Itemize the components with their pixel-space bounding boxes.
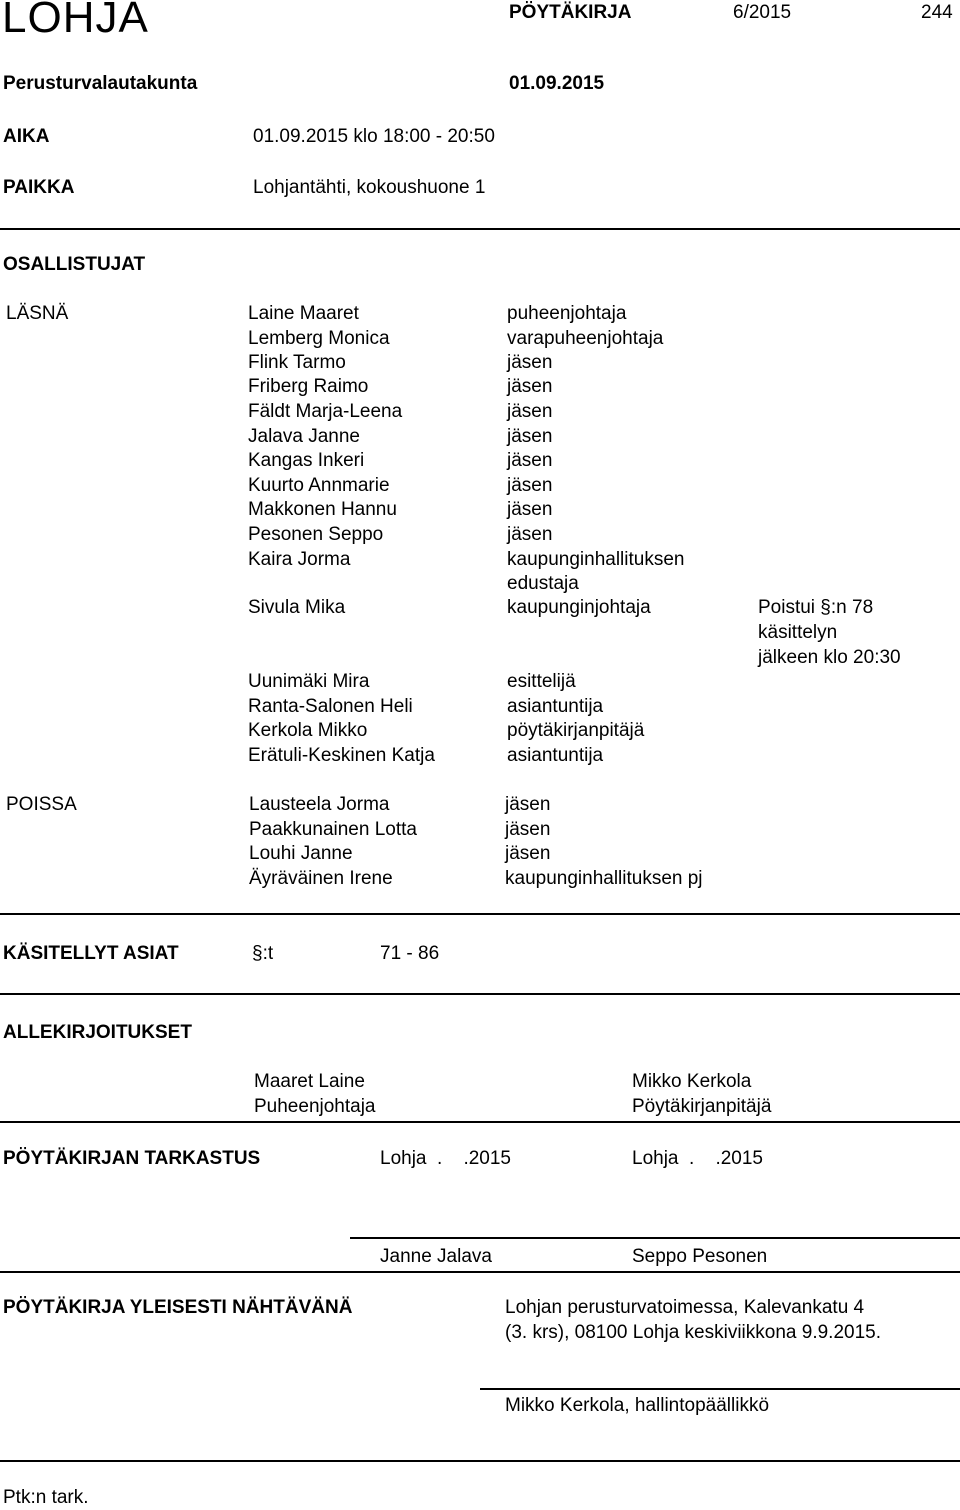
present-role: jäsen: [507, 376, 553, 397]
present-role: asiantuntija: [507, 696, 604, 717]
present-name: Kangas Inkeri: [248, 450, 365, 471]
present-role: jäsen: [507, 524, 553, 545]
public-line-2: (3. krs), 08100 Lohja keskiviikkona 9.9.2015.: [505, 1322, 881, 1343]
review-right-reviewer: Seppo Pesonen: [632, 1246, 768, 1267]
absent-name: Louhi Janne: [249, 843, 353, 864]
divider-6: [0, 1271, 960, 1273]
items-range: 71 - 86: [380, 943, 440, 964]
present-name: Sivula Mika: [248, 597, 346, 618]
signer-right-name: Mikko Kerkola: [632, 1071, 752, 1092]
present-name: Jalava Janne: [248, 426, 360, 447]
present-role: jäsen: [507, 401, 553, 422]
absent-role: kaupunginhallituksen pj: [505, 868, 703, 889]
present-role: jäsen: [507, 499, 553, 520]
aika-value: 01.09.2015 klo 18:00 - 20:50: [253, 126, 495, 147]
doc-type: PÖYTÄKIRJA: [509, 2, 632, 23]
participants-heading: OSALLISTUJAT: [3, 254, 146, 275]
items-label: KÄSITELLYT ASIAT: [3, 943, 179, 964]
present-note-cont: jälkeen klo 20:30: [758, 647, 901, 668]
present-role: kaupunginhallituksen: [507, 549, 685, 570]
divider-7: [480, 1388, 960, 1390]
public-line-1: Lohjan perusturvatoimessa, Kalevankatu 4: [505, 1297, 865, 1318]
present-name: Kerkola Mikko: [248, 720, 368, 741]
absent-role: jäsen: [505, 794, 551, 815]
present-name: Kaira Jorma: [248, 549, 351, 570]
present-name: Uunimäki Mira: [248, 671, 370, 692]
present-name: Kuurto Annmarie: [248, 475, 390, 496]
present-role: varapuheenjohtaja: [507, 328, 664, 349]
issue-number: 6/2015: [733, 2, 792, 23]
present-name: Ranta-Salonen Heli: [248, 696, 413, 717]
divider-5: [350, 1237, 960, 1239]
signer-left-name: Maaret Laine: [254, 1071, 365, 1092]
present-name: Erätuli-Keskinen Katja: [248, 745, 435, 766]
absent-name: Paakkunainen Lotta: [249, 819, 417, 840]
absent-role: jäsen: [505, 843, 551, 864]
present-role: pöytäkirjanpitäjä: [507, 720, 645, 741]
review-left-reviewer: Janne Jalava: [380, 1246, 492, 1267]
divider-2: [0, 913, 960, 915]
present-name: Flink Tarmo: [248, 352, 346, 373]
logo: LOHJA: [2, 0, 149, 42]
present-role: asiantuntija: [507, 745, 604, 766]
meeting-date: 01.09.2015: [509, 73, 605, 94]
signer-right-title: Pöytäkirjanpitäjä: [632, 1096, 772, 1117]
present-role-cont: edustaja: [507, 573, 579, 594]
present-role: jäsen: [507, 475, 553, 496]
divider-3: [0, 993, 960, 995]
present-label: LÄSNÄ: [6, 303, 69, 324]
review-left-place: Lohja . .2015: [380, 1148, 511, 1169]
absent-role: jäsen: [505, 819, 551, 840]
absent-name: Äyräväinen Irene: [249, 868, 393, 889]
footer-note: Ptk:n tark.: [3, 1487, 89, 1508]
present-name: Fäldt Marja-Leena: [248, 401, 403, 422]
present-role: jäsen: [507, 426, 553, 447]
review-label: PÖYTÄKIRJAN TARKASTUS: [3, 1148, 261, 1169]
absent-label: POISSA: [6, 794, 77, 815]
present-role: jäsen: [507, 352, 553, 373]
present-name: Lemberg Monica: [248, 328, 390, 349]
board-name: Perusturvalautakunta: [3, 73, 198, 94]
absent-name: Lausteela Jorma: [249, 794, 390, 815]
present-role: puheenjohtaja: [507, 303, 627, 324]
aika-label: AIKA: [3, 126, 50, 147]
present-note-cont: käsittelyn: [758, 622, 838, 643]
paikka-label: PAIKKA: [3, 177, 75, 198]
signer-left-title: Puheenjohtaja: [254, 1096, 376, 1117]
present-name: Friberg Raimo: [248, 376, 369, 397]
paikka-value: Lohjantähti, kokoushuone 1: [253, 177, 486, 198]
present-name: Laine Maaret: [248, 303, 359, 324]
present-role: esittelijä: [507, 671, 576, 692]
items-section-mark: §:t: [252, 943, 274, 964]
public-label: PÖYTÄKIRJA YLEISESTI NÄHTÄVÄNÄ: [3, 1297, 353, 1318]
page-number: 244: [921, 2, 953, 23]
present-name: Pesonen Seppo: [248, 524, 384, 545]
public-signer: Mikko Kerkola, hallintopäällikkö: [505, 1395, 770, 1416]
signatures-heading: ALLEKIRJOITUKSET: [3, 1022, 192, 1043]
present-role: jäsen: [507, 450, 553, 471]
review-right-place: Lohja . .2015: [632, 1148, 763, 1169]
divider-1: [0, 228, 960, 230]
present-role: kaupunginjohtaja: [507, 597, 651, 618]
divider-8: [0, 1460, 960, 1462]
present-note: Poistui §:n 78: [758, 597, 874, 618]
present-name: Makkonen Hannu: [248, 499, 397, 520]
divider-4: [0, 1121, 960, 1123]
